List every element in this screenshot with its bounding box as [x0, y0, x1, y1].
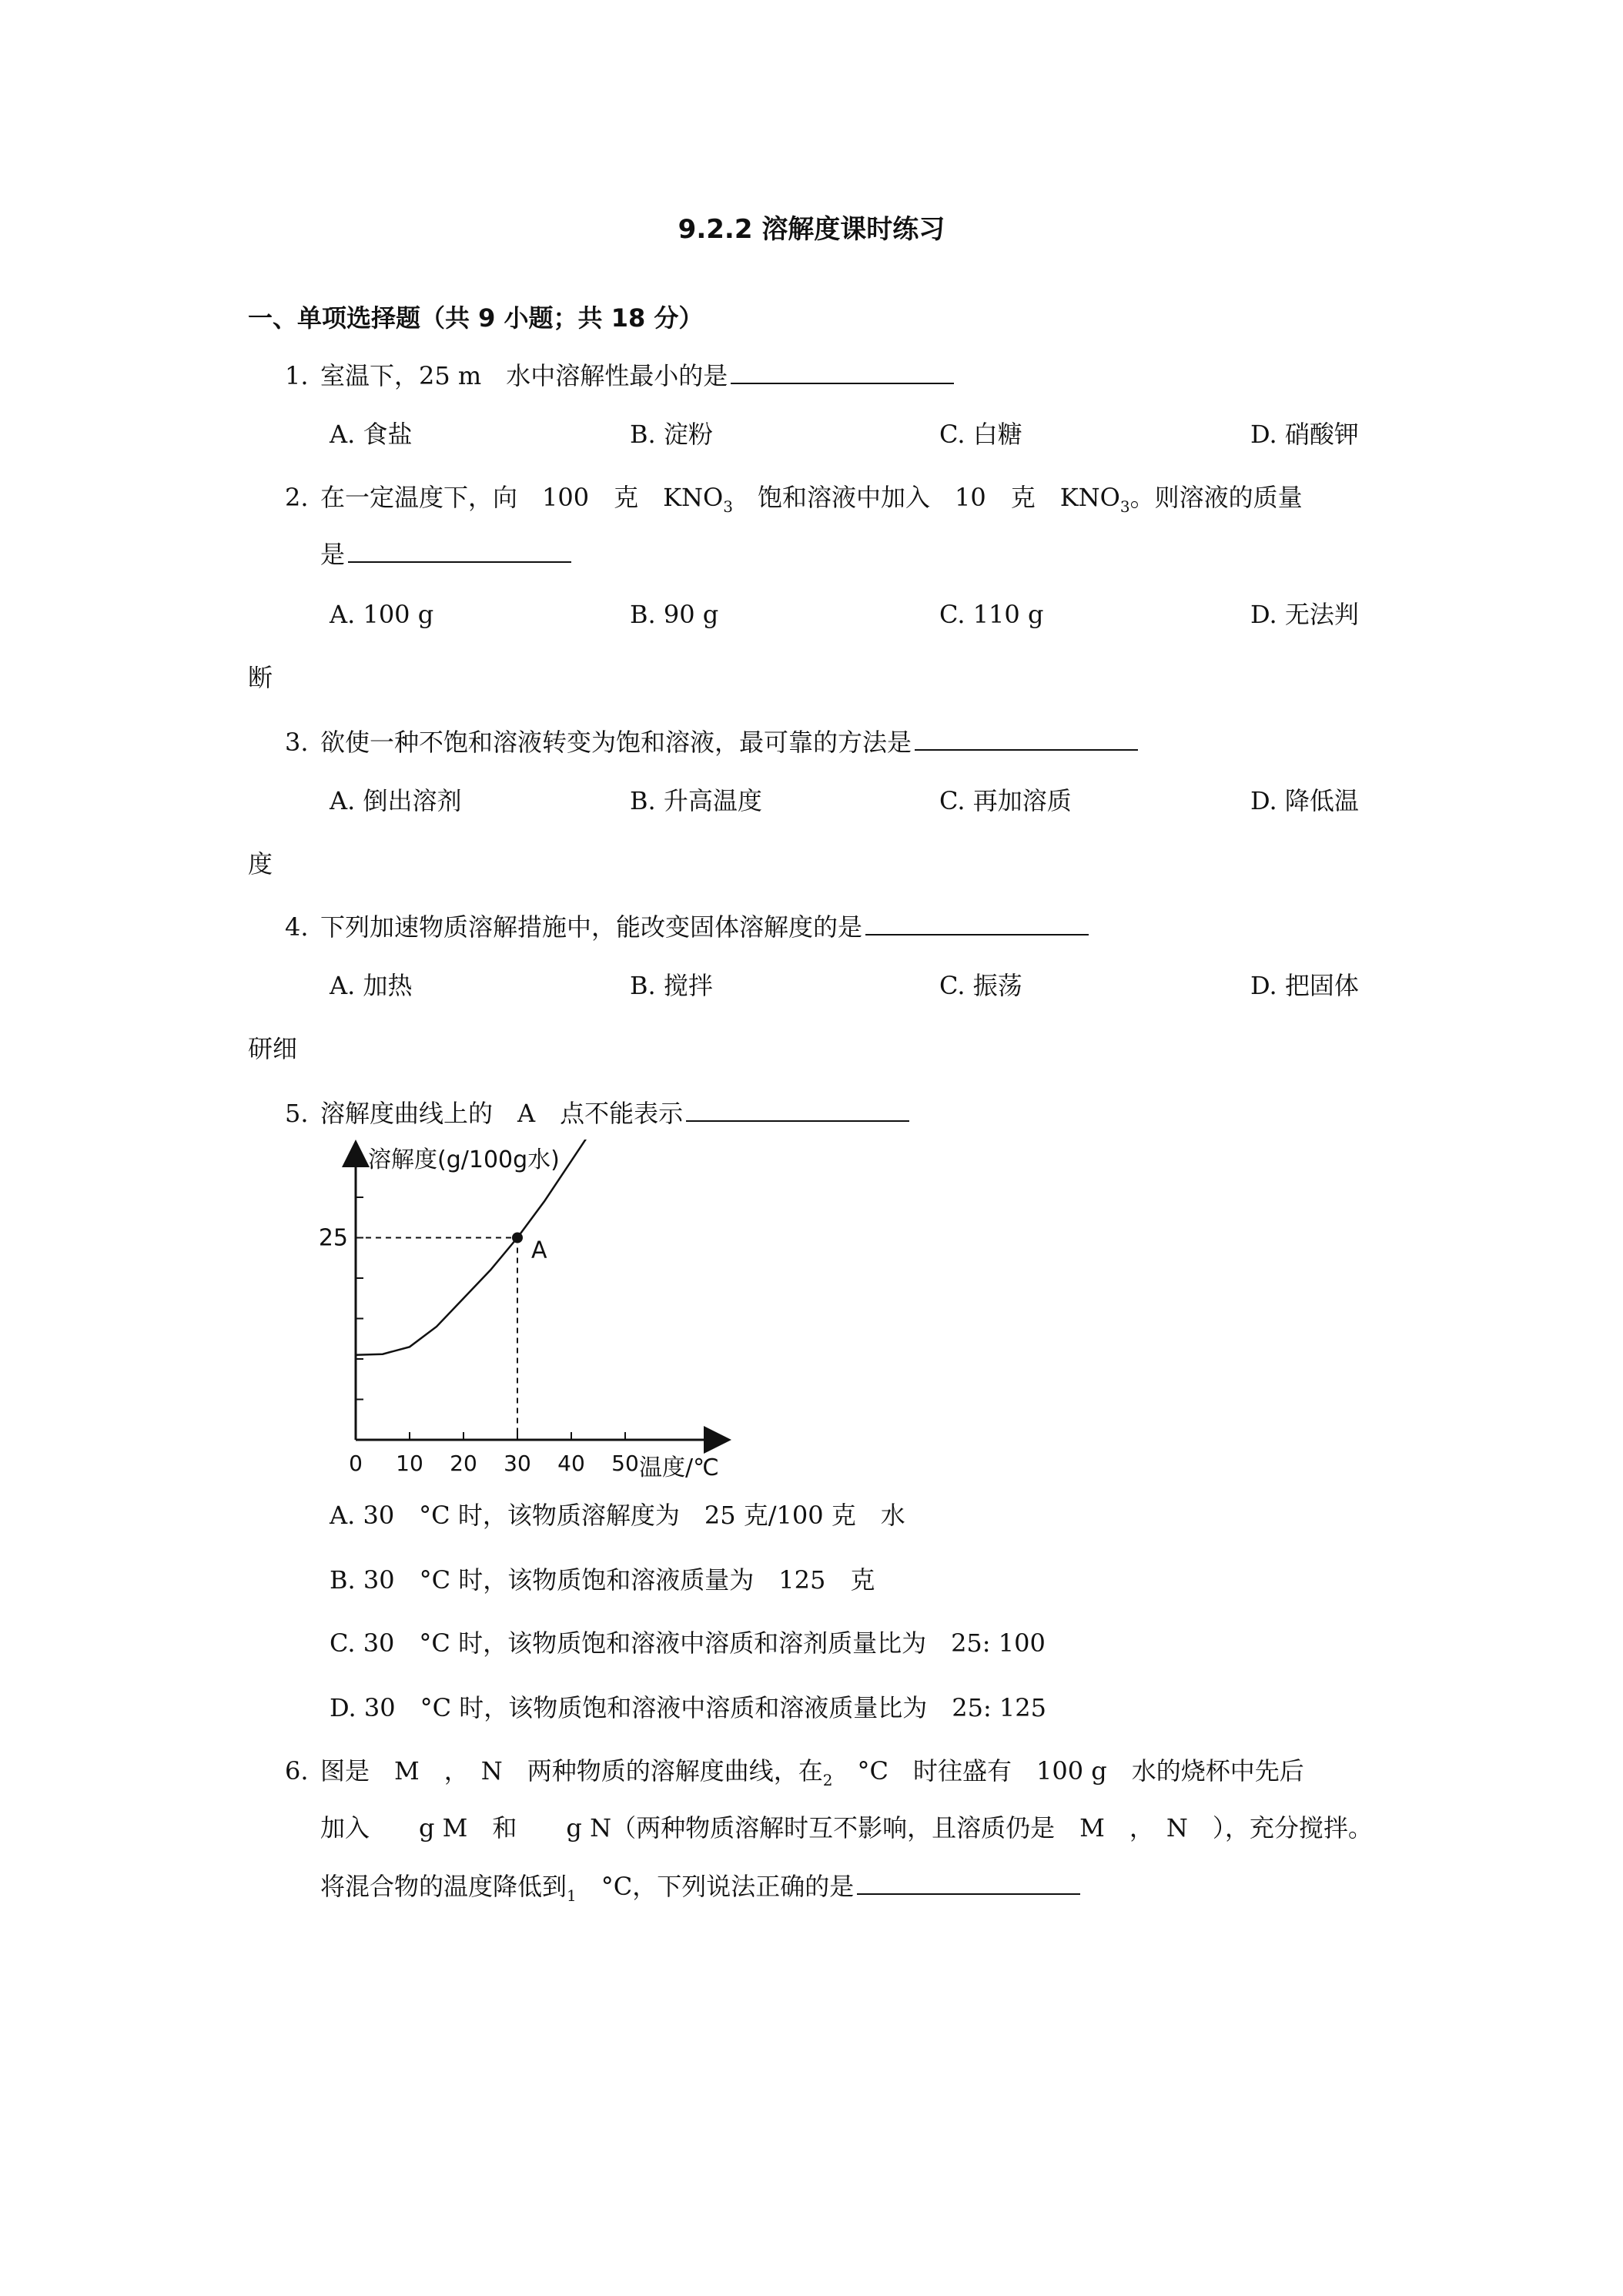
answer-blank[interactable]: [731, 360, 954, 384]
document-title: 9.2.2 溶解度课时练习: [678, 214, 945, 245]
subscript: 2: [822, 1771, 833, 1789]
option-a: A. 100 g: [330, 600, 434, 629]
question-6: [285, 1754, 1304, 1797]
question-number: 4.: [285, 912, 309, 942]
question-1: [285, 359, 954, 393]
option-c: C. 30 °C 时，该物质饱和溶液中溶质和溶剂质量比为 25: 100: [330, 1628, 1046, 1658]
question-number: 1.: [285, 361, 309, 390]
point-a-label: A: [531, 1237, 547, 1264]
option-b: B. 淀粉: [630, 420, 713, 449]
option-a: A. 食盐: [330, 420, 413, 449]
question-2: [285, 480, 1303, 524]
question-stem-part: 将混合物的温度降低到: [320, 1872, 567, 1901]
option-a: A. 倒出溶剂: [330, 786, 462, 815]
answer-blank[interactable]: [686, 1097, 909, 1122]
question-6-line3: [320, 1869, 1080, 1913]
question-5: [285, 1096, 909, 1130]
option-c: C. 振荡: [939, 971, 1022, 1000]
option-c: C. 再加溶质: [939, 786, 1072, 815]
option-b: B. 搅拌: [630, 971, 713, 1000]
question-stem-part: 是: [320, 540, 346, 569]
x-tick-label: 50: [611, 1451, 639, 1476]
option-d: D. 降低温: [1250, 786, 1359, 815]
question-stem-part: 在一定温度下，向 100 克 KNO: [320, 483, 724, 512]
option-c: C. 110 g: [939, 600, 1044, 629]
x-tick-label: 10: [396, 1451, 423, 1476]
option-b: B. 升高温度: [630, 786, 762, 815]
x-tick-label: 30: [504, 1451, 531, 1476]
option-d-wrap: 研细: [248, 1034, 298, 1063]
option-d: D. 硝酸钾: [1250, 420, 1359, 449]
question-stem-part: °C，下列说法正确的是: [576, 1872, 855, 1901]
question-stem-part: 饱和溶液中加入 10 克 KNO: [732, 483, 1120, 512]
option-d-wrap: 断: [248, 663, 273, 692]
option-c: C. 白糖: [939, 420, 1022, 449]
answer-blank[interactable]: [857, 1870, 1080, 1895]
question-2-line2: [320, 537, 571, 571]
solubility-chart: [308, 1140, 755, 1478]
subscript: 1: [567, 1886, 577, 1905]
y-axis-label: 溶解度(g/100g水): [368, 1146, 560, 1173]
option-d: D. 把固体: [1250, 971, 1359, 1000]
x-tick-label: 20: [450, 1451, 477, 1476]
answer-blank[interactable]: [865, 911, 1089, 935]
question-stem-part: 。则溶液的质量: [1129, 483, 1303, 512]
question-stem-part: 图是 M ， N 两种物质的溶解度曲线，在: [320, 1756, 823, 1786]
point-a-marker: [512, 1233, 523, 1243]
option-a: A. 加热: [330, 971, 413, 1000]
option-b: B. 30 °C 时，该物质饱和溶液质量为 125 克: [330, 1565, 875, 1595]
question-stem: 溶解度曲线上的 A 点不能表示: [320, 1099, 684, 1128]
question-stem-part: °C 时往盛有 100 g 水的烧杯中先后: [832, 1756, 1304, 1786]
question-number: 3.: [285, 728, 309, 757]
question-3: [285, 725, 1138, 759]
subscript: 3: [1119, 497, 1130, 516]
option-d: D. 无法判: [1250, 600, 1359, 629]
option-b: B. 90 g: [630, 600, 719, 629]
question-stem: 欲使一种不饱和溶液转变为饱和溶液，最可靠的方法是: [320, 728, 912, 757]
answer-blank[interactable]: [915, 726, 1138, 751]
answer-blank[interactable]: [348, 538, 571, 563]
question-number: 6.: [285, 1756, 309, 1786]
question-number: 5.: [285, 1099, 309, 1128]
section-heading: 一、单项选择题（共 9 小题；共 18 分）: [248, 303, 704, 333]
x-tick-label: 40: [557, 1451, 585, 1476]
x-tick-label: 0: [349, 1451, 363, 1476]
question-stem: 室温下，25 m 水中溶解性最小的是: [320, 361, 728, 390]
question-6-line2: 加入 g M 和 g N（两种物质溶解时互不影响，且溶质仍是 M ， N ），充分搅拌。: [320, 1813, 1373, 1842]
question-number: 2.: [285, 483, 309, 512]
question-4: [285, 910, 1089, 944]
option-a: A. 30 °C 时，该物质溶解度为 25 克/100 克 水: [330, 1501, 905, 1530]
subscript: 3: [723, 497, 733, 516]
question-stem: 下列加速物质溶解措施中，能改变固体溶解度的是: [320, 912, 863, 942]
option-d-wrap: 度: [248, 849, 273, 879]
x-axis-label: 温度/℃: [639, 1454, 719, 1478]
y-tick-label: 25: [318, 1224, 348, 1252]
option-d: D. 30 °C 时，该物质饱和溶液中溶质和溶液质量比为 25: 125: [330, 1693, 1046, 1722]
